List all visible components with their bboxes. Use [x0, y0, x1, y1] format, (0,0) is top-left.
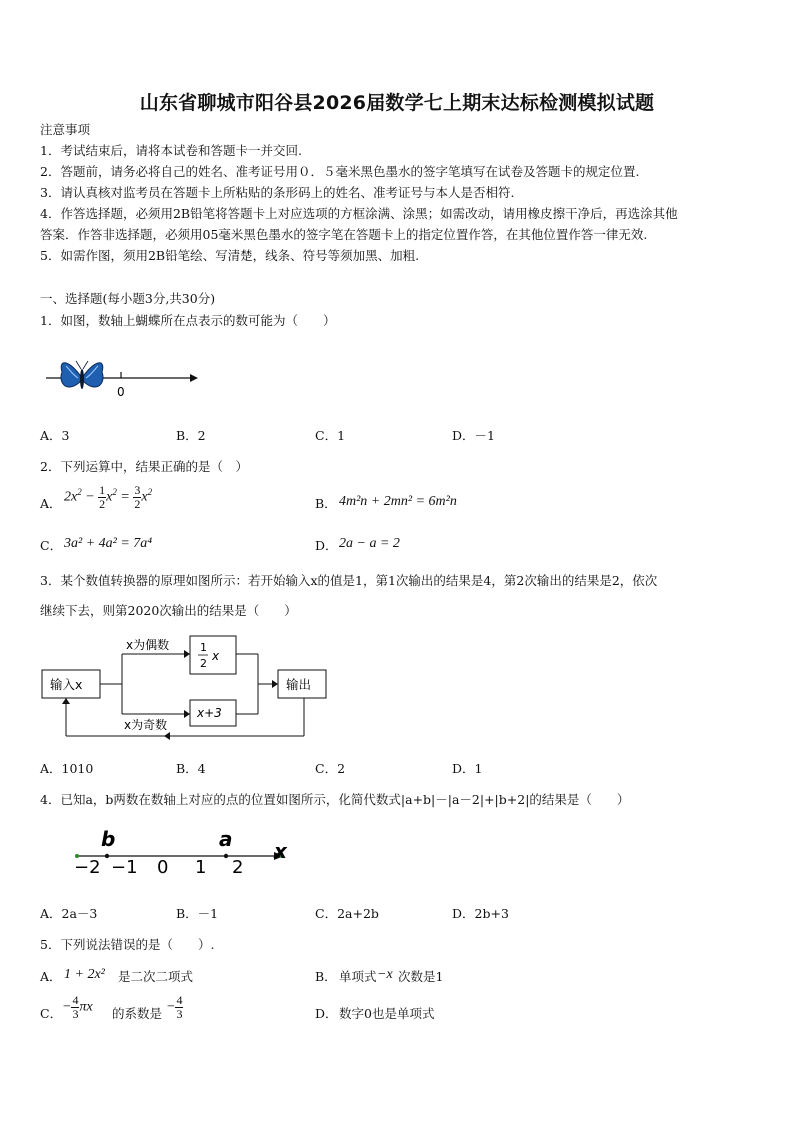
- svg-text:1: 1: [195, 857, 207, 878]
- q5-option-c-expr: − $\frac{4}{3}$ πx: [62, 993, 93, 1021]
- svg-text:输出: 输出: [286, 677, 312, 692]
- q1-axis-zero: 0: [117, 385, 125, 399]
- q5-option-b-expr: −x: [377, 967, 393, 982]
- notice-heading: 注意事项: [40, 122, 91, 137]
- svg-text:x+3: x+3: [197, 706, 222, 720]
- notice-item: 3．请认真核对监考员在答题卡上所粘贴的条形码上的姓名、准考证号与本人是否相符.: [40, 185, 515, 200]
- page-title: 山东省聊城市阳谷县2026届数学七上期末达标检测模拟试题: [139, 92, 655, 114]
- even-label: x为偶数: [126, 638, 170, 652]
- svg-text:0: 0: [157, 857, 169, 878]
- q1-option-b: B．2: [176, 428, 206, 443]
- q4-option-c: C．2a+2b: [315, 906, 379, 921]
- question-3-stem-line1: 3．某个数值转换器的原理如图所示：若开始输入x的值是1，第1次输出的结果是4，第2次输出的结果是2，依次: [40, 573, 658, 588]
- q2-option-d-expr: 2a − a = 2: [339, 536, 400, 551]
- q3-flow-diagram: [40, 632, 340, 744]
- svg-text:1: 1: [200, 641, 207, 654]
- q5-option-d-label: D．: [315, 1006, 338, 1021]
- question-2-stem: 2．下列运算中，结果正确的是（ ）: [40, 459, 248, 474]
- question-4-stem: 4．已知a，b两数在数轴上对应的点的位置如图所示，化简代数式|a+b|－|a－2|+|b+2|的结果是（ ）: [40, 792, 630, 807]
- q4-number-line: [70, 822, 300, 880]
- q1-option-a: A．3: [40, 428, 70, 443]
- question-1-stem: 1．如图，数轴上蝴蝶所在点表示的数可能为（ ）: [40, 313, 336, 328]
- notice-item: 4．作答选择题，必须用2B铅笔将答题卡上对应选项的方框涂满、涂黑；如需改动，请用橡皮擦干净后，再选涂其他: [40, 206, 678, 221]
- notice-item: 5．如需作图，须用2B铅笔绘、写清楚，线条、符号等须加黑、加粗.: [40, 248, 420, 263]
- q5-option-d-text: 数字0也是单项式: [339, 1006, 435, 1021]
- svg-text:a: a: [219, 827, 233, 851]
- q4-option-a: A．2a－3: [40, 906, 98, 921]
- q1-option-c: C．1: [315, 428, 346, 443]
- notice-item: 1．考试结束后，请将本试卷和答题卡一并交回.: [40, 143, 302, 158]
- svg-text:2: 2: [232, 857, 244, 878]
- question-5-stem: 5．下列说法错误的是（ ）.: [40, 937, 215, 952]
- q2-option-b-expr: 4m²n + 2mn² = 6m²n: [339, 494, 457, 509]
- notice-item: 答案．作答非选择题，必须用05毫米黑色墨水的签字笔在答题卡上的指定位置作答，在其他位置作答一律无效.: [40, 227, 648, 242]
- svg-text:b: b: [101, 827, 116, 851]
- q3-option-d: D．1: [452, 761, 483, 776]
- q5-option-c-label: C．: [40, 1006, 63, 1021]
- odd-label: x为奇数: [124, 718, 168, 732]
- notice-item: 2．答题前，请务必将自己的姓名、准考证号用０．５毫米黑色墨水的签字笔填写在试卷及答题卡的规定位置.: [40, 164, 640, 179]
- q5-option-c-value: − $\frac{4}{3}$: [166, 993, 183, 1021]
- q2-option-c-expr: 3a² + 4a² = 7a⁴: [64, 536, 153, 551]
- q1-option-d: D．－1: [452, 428, 495, 443]
- butterfly-icon: [61, 361, 103, 389]
- input-label: 输入x: [50, 677, 83, 692]
- q3-option-b: B．4: [176, 761, 206, 776]
- q2-option-b-label: B．: [315, 496, 337, 511]
- q2-option-c-label: C．: [40, 538, 63, 553]
- svg-text:−1: −1: [111, 857, 138, 878]
- q5-option-b-text: 次数是1: [398, 969, 444, 984]
- section-heading: 一、选择题(每小题3分,共30分): [40, 291, 216, 306]
- q2-option-d-label: D．: [315, 538, 338, 553]
- q2-option-a-label: A．: [40, 496, 62, 511]
- q5-option-a-text: 是二次二项式: [118, 969, 194, 984]
- q4-option-b: B．－1: [176, 906, 219, 921]
- question-3-stem-line2: 继续下去，则第2020次输出的结果是（ ）: [40, 603, 297, 618]
- q3-option-c: C．2: [315, 761, 346, 776]
- q4-option-d: D．2b+3: [452, 906, 509, 921]
- q3-option-a: A．1010: [40, 761, 94, 776]
- svg-text:x: x: [274, 839, 287, 863]
- q2-option-a-expr: $2x^2$ − $\frac{1}{2}$ $x^2$ = $\frac{3}{2}$ $x^2$: [64, 483, 153, 511]
- q5-option-b-label: B．: [315, 969, 337, 984]
- q5-option-a-expr: 1 + 2x²: [64, 967, 105, 982]
- svg-text:2: 2: [200, 657, 207, 670]
- q5-option-a-label: A．: [40, 969, 62, 984]
- svg-text:−2: −2: [74, 857, 101, 878]
- svg-text:x: x: [212, 649, 220, 663]
- q1-number-line: [40, 352, 210, 404]
- q5-option-c-text: 的系数是: [112, 1006, 163, 1021]
- q5-option-b-pre: 单项式: [339, 969, 377, 984]
